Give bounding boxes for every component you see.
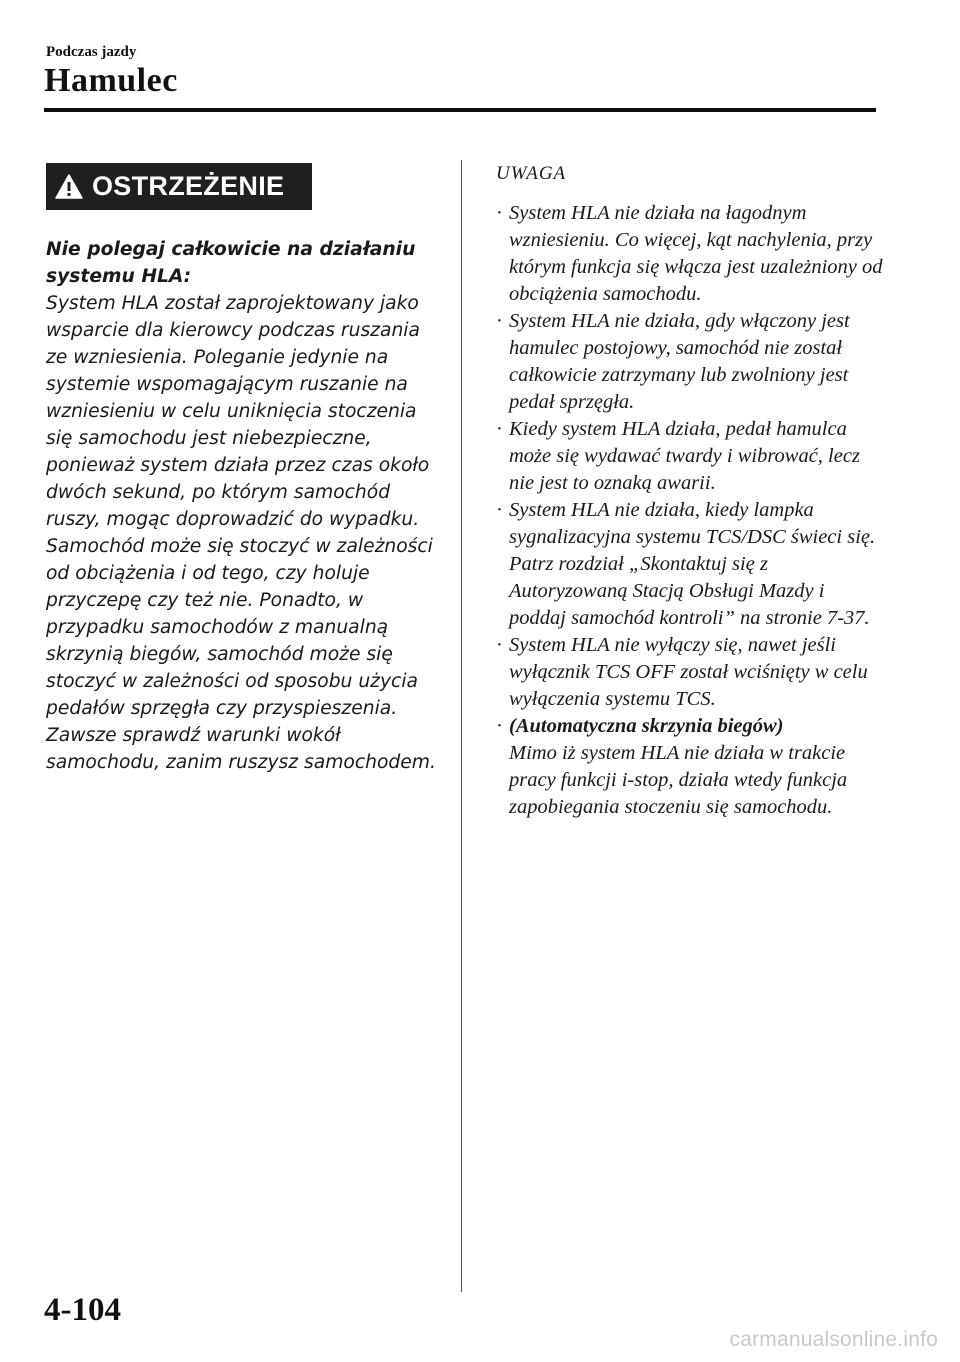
note-item-text: Mimo iż system HLA nie działa w trakcie pracy funkcji i-stop, działa wtedy funkcja zapobiegania stoczeniu się samochodu. xyxy=(509,742,848,818)
warning-banner xyxy=(46,163,312,210)
warning-label: OSTRZEŻENIE xyxy=(92,171,285,201)
note-item xyxy=(496,632,886,713)
bullet-icon: · xyxy=(496,310,503,332)
note-heading: UWAGA xyxy=(496,163,567,184)
note-item-text: System HLA nie wyłączy się, nawet jeśli wyłącznik TCS OFF został wciśnięty w celu wyłączenia systemu TCS. xyxy=(509,634,868,710)
warning-paragraph: Samochód może się stoczyć w zależności od obciążenia i od tego, czy holuje przyczepę czy też nie. Ponadto, w przypadku samochodów z manualną skrzynią biegów, samochód może się stoczyć w zależności od sposobu użycia pedałów sprzęgła czy przyspieszenia. xyxy=(46,536,433,719)
bullet-icon: · xyxy=(496,634,503,656)
note-list xyxy=(496,200,886,821)
column-divider xyxy=(461,160,462,1292)
warning-lead: Nie polegaj całkowicie na działaniu systemu HLA: xyxy=(46,239,416,287)
bullet-icon: · xyxy=(496,715,503,737)
bullet-icon: · xyxy=(496,202,503,224)
note-item-text: Kiedy system HLA działa, pedał hamulca może się wydawać twardy i wibrować, lecz nie jest to oznaką awarii. xyxy=(509,418,860,494)
note-item xyxy=(496,497,886,632)
section-name: Podczas jazdy xyxy=(46,44,137,60)
header-divider xyxy=(44,108,876,112)
note-item-text: System HLA nie działa, kiedy lampka sygnalizacyjna systemu TCS/DSC świeci się. xyxy=(509,499,876,548)
note-item-heading: (Automatyczna skrzynia biegów) xyxy=(509,715,784,737)
note-item xyxy=(496,713,886,821)
warning-paragraph: Zawsze sprawdź warunki wokół samochodu, zanim ruszysz samochodem. xyxy=(46,725,436,773)
note-item xyxy=(496,200,886,308)
page-title: Hamulec xyxy=(44,62,178,99)
bullet-icon: · xyxy=(496,418,503,440)
warning-paragraph: System HLA został zaprojektowany jako wsparcie dla kierowcy podczas ruszania ze wzniesienia. Poleganie jedynie na systemie wspomagającym ruszanie na wzniesieniu w celu uniknięcia stoczenia się samochodu jest niebezpieczne, ponieważ system działa przez czas około dwóch sekund, po którym samochód ruszy, mogąc doprowadzić do wypadku. xyxy=(46,293,430,530)
page-number: 4-104 xyxy=(44,1292,121,1328)
warning-triangle-icon xyxy=(46,163,92,210)
watermark: carmanualsonline.info xyxy=(729,1328,938,1351)
note-item xyxy=(496,416,886,497)
note-item xyxy=(496,308,886,416)
note-item-text: System HLA nie działa, gdy włączony jest hamulec postojowy, samochód nie został całkowicie zatrzymany lub zwolniony jest pedał sprzęgła. xyxy=(509,310,850,413)
bullet-icon: · xyxy=(496,499,503,521)
note-section xyxy=(496,160,886,821)
warning-body xyxy=(46,236,446,776)
note-item-reference: Patrz rozdział „Skontaktuj się z Autoryzowaną Stacją Obsługi Mazdy i poddaj samochód kontroli” na stronie 7-37. xyxy=(509,553,870,629)
note-item-text: System HLA nie działa na łagodnym wzniesieniu. Co więcej, kąt nachylenia, przy którym funkcja się włącza jest uzależniony od obciążenia samochodu. xyxy=(509,202,883,305)
